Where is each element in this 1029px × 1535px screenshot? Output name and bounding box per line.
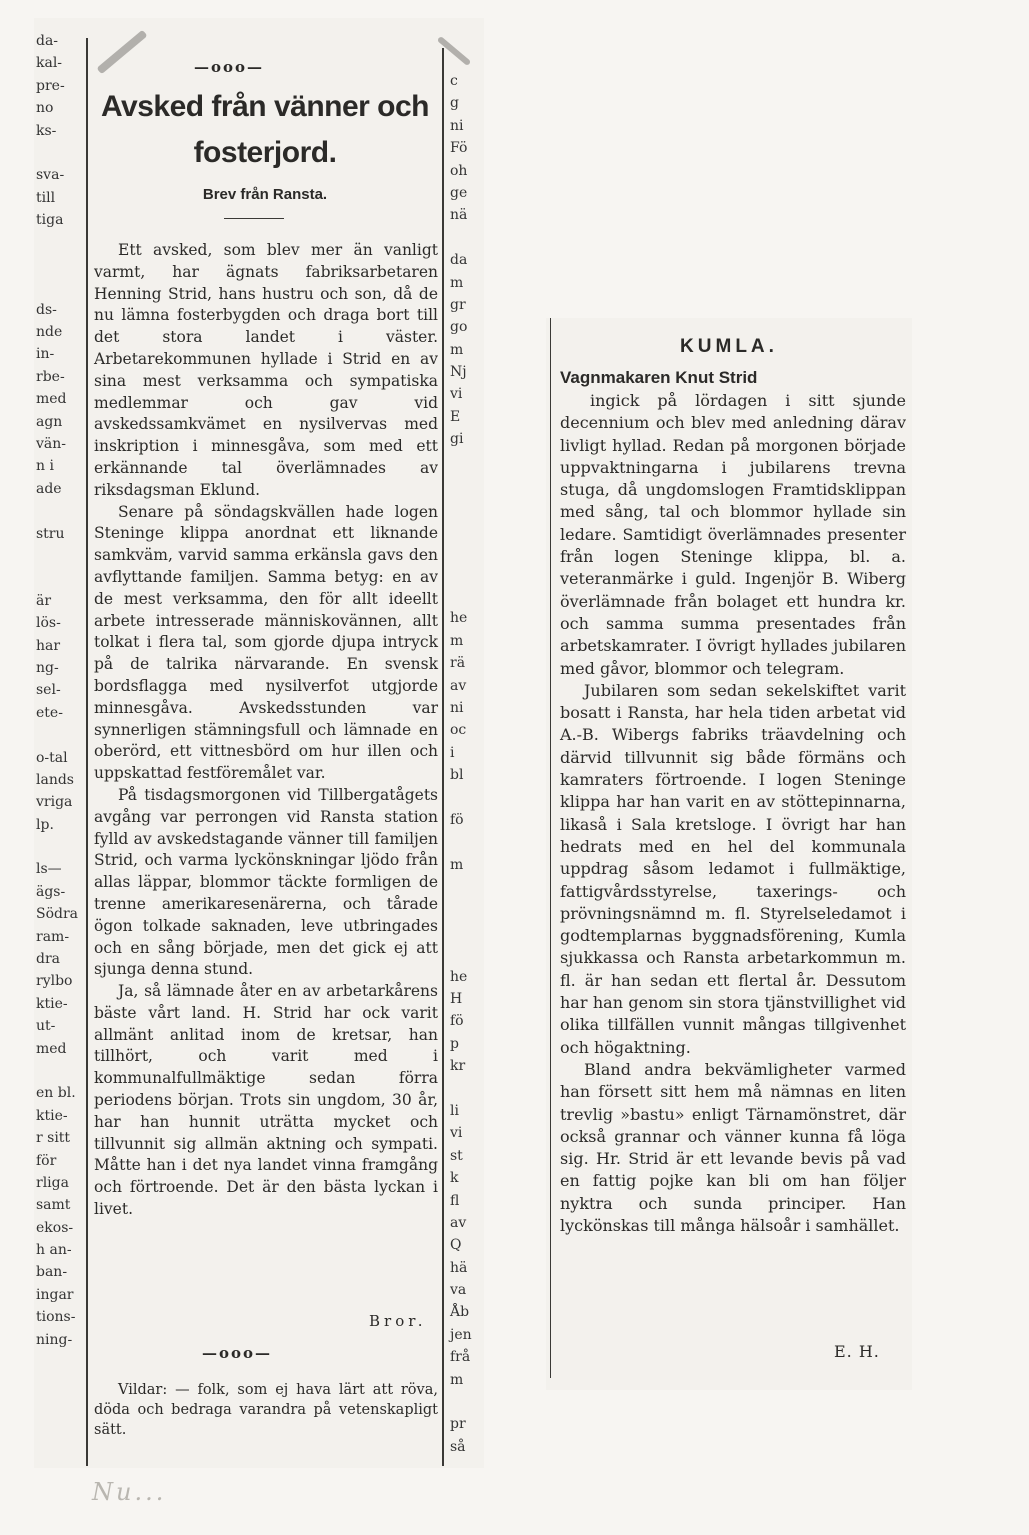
left-fragment xyxy=(36,567,84,589)
right-column-rule xyxy=(442,48,444,1466)
left-fragment: nde xyxy=(36,324,63,341)
right-fragment: frå xyxy=(450,1349,471,1366)
right-fragment: kr xyxy=(450,1058,466,1075)
right-fragment: vi xyxy=(450,386,463,403)
left-fragment: in- xyxy=(36,346,55,363)
right-fragment xyxy=(450,227,482,249)
article1-paragraph: Ett avsked, som blev mer än vanligt varmt, har ägnats fabriksarbetaren Henning Strid, hans hustru och son, då de nu lämna fosterbygden och draga bort till det stora landet i väster. Arbetarekommunen hyllade i Strid en av sina mest verksamma och sympatiska medlemmar och gav vid avskedssamkvämet en nysilvervas med inskription i minnesgåva, som med ett erkännande tal överlämnades av riksdagsman Eklund. xyxy=(94,241,438,499)
article2-heading: KUMLA. xyxy=(680,336,778,357)
article2-lead: Vagnmakaren Knut Strid xyxy=(560,368,758,387)
left-fragment: rylbo xyxy=(36,973,73,990)
right-fragment: E xyxy=(450,408,461,425)
article2-paragraph: Jubilaren som sedan sekelskiftet varit bosatt i Ransta, har hela tiden arbetat vid A.-B. Wibergs fabriks träavdelning och därvid tillvunnit sig både förmäns och kamraters förtroende. I logen Steninge klippa har han varit en av stöttepinnarna, likaså i Sala kretsloge. I övrigt har han hedrats med en hel del kommunala uppdrag såsom ledamot i fullmäktige, fattigvårdsstyrelse, taxerings- och prövningsnämnd m. fl. Styrelseledamot i godtemplarnas byggnadsförening, Kumla sjukkassa och Ransta arbetarkommun m. fl. är han sedan ett flertal år. Dessutom har han genom sin stora tjänstvillighet vid olika tillfällen vunnit mångas tillgivenhet och högaktning. xyxy=(560,680,906,1057)
right-fragment: oh xyxy=(450,162,468,179)
right-fragment: pr xyxy=(450,1416,466,1433)
left-fragment: kal- xyxy=(36,55,63,72)
left-fragment: o-tal xyxy=(36,749,68,766)
left-fragment: ks- xyxy=(36,122,57,139)
right-fragment xyxy=(450,563,482,585)
right-fragment: st xyxy=(450,1147,463,1164)
right-fragment: av xyxy=(450,1214,467,1231)
pencil-scribble: Nu... xyxy=(92,1478,167,1506)
left-fragment: till xyxy=(36,189,56,206)
left-fragment: sva- xyxy=(36,167,65,184)
subheadline-rule xyxy=(224,218,284,219)
right-fragment: vi xyxy=(450,1125,463,1142)
right-fragment: Nj xyxy=(450,364,467,381)
right-fragment xyxy=(450,1078,482,1100)
headline-line-1: Avsked från vänner och xyxy=(100,90,429,123)
right-fragment: ni xyxy=(450,699,464,716)
right-fragment: m xyxy=(450,1371,464,1388)
right-fragment: hä xyxy=(450,1259,468,1276)
left-fragment: ingar xyxy=(36,1286,74,1303)
left-fragment: r sitt xyxy=(36,1130,71,1147)
right-fragment: bl xyxy=(450,767,464,784)
left-fragment: Södra xyxy=(36,906,79,923)
left-fragment xyxy=(36,500,84,522)
left-fragment: agn xyxy=(36,413,63,430)
left-fragment xyxy=(36,142,84,164)
right-fragment: da xyxy=(450,252,468,269)
right-fragment: i xyxy=(450,744,455,761)
left-fragment: tions- xyxy=(36,1309,76,1326)
footnote xyxy=(94,1380,438,1440)
left-fragment: n i xyxy=(36,458,54,475)
left-fragment: ktie- xyxy=(36,1107,68,1124)
right-fragment: c xyxy=(450,73,458,89)
right-fragment xyxy=(450,831,482,853)
left-fragment: rbe- xyxy=(36,368,65,385)
left-fragment: stru xyxy=(36,525,65,542)
article1-signature: Bror. xyxy=(369,1312,427,1330)
left-margin-fragments xyxy=(36,30,84,1351)
left-fragment: ete- xyxy=(36,704,63,721)
right-fragment: m xyxy=(450,341,464,358)
right-fragment: he xyxy=(450,610,468,627)
subheadline: Brev från Ransta. xyxy=(202,186,328,203)
right-fragment: jen xyxy=(450,1326,472,1343)
left-fragment: rliga xyxy=(36,1174,69,1191)
right-fragment: ni xyxy=(450,117,464,134)
right-fragment: Åb xyxy=(450,1304,470,1321)
right-fragment xyxy=(450,943,482,965)
right-fragment xyxy=(450,495,482,517)
right-fragment: g xyxy=(450,95,459,112)
right-fragment: va xyxy=(450,1282,467,1299)
right-fragment xyxy=(450,540,482,562)
left-fragment: vän- xyxy=(36,436,67,453)
left-fragment: lös- xyxy=(36,615,61,632)
right-fragment: av xyxy=(450,677,467,694)
right-fragment: fö xyxy=(450,1013,464,1030)
article2-paragraph: Bland andra bekvämligheter varmed han försett sitt hem må nämnas en liten trevlig »bastu» enligt Tärnamönstret, där också grannar och vänner kunna få löga sig. Hr. Strid är ett levande bevis på vad en fattig pojke kan bli om han följer nyktra och sunda principer. Han lyckönskas till många hälsoår i samhället. xyxy=(560,1059,906,1235)
article1-paragraph: Ja, så lämnade åter en av arbetarkårens bäste vårt land. H. Strid har ock varit allmänt anlitad inom de kretsar, han tillhört, och varit med i kommunalfullmäktige sedan förra periodens början. Trots sin ungdom, 30 år, har han hunnit uträtta mycket och tillvunnit sig allmän aktning och sympati. Måtte han i det nya landet vinna framgång och förtroende. Det är den bästa lyckan i livet. xyxy=(94,982,438,1219)
left-fragment: ram- xyxy=(36,928,70,945)
left-fragment: lands xyxy=(36,771,74,788)
left-fragment xyxy=(36,1060,84,1082)
right-fragment xyxy=(450,585,482,607)
right-clipping xyxy=(546,318,912,1390)
left-fragment: ning- xyxy=(36,1331,73,1348)
left-fragment xyxy=(36,232,84,254)
right-fragment: ge xyxy=(450,184,468,201)
right-fragment: H xyxy=(450,991,463,1008)
right-fragment xyxy=(450,787,482,809)
left-fragment xyxy=(36,545,84,567)
article2-paragraph: ingick på lördagen i sitt sjunde decennium och blev med anledning därav livligt hyllad. Redan på morgonen började uppvaktningarna i jubilarens trevna stuga, då ungdomslogen Framtidsklippan med sång, tal och blommor hyllade sin ledare. Samtidigt överlämnades presenter från logen Steninge klippa, bl. a. veteranmärke i guld. Ingenjör B. Wiberg överlämnade från bolaget ett hundra kr. och samma summa presentades från arbetskamrater. I övrigt hyllades jubilaren med gåvor, blommor och telegram. xyxy=(560,391,906,678)
left-fragment: ds- xyxy=(36,301,57,318)
left-fragment: h an- xyxy=(36,1242,72,1259)
article1-paragraph: På tisdagsmorgonen vid Tillbergatågets avgång var perrongen vid Ransta station fylld av avskedstagande vänner till familjen Strid, och varma lyckönskningar ljödo från allas läppar, blommor täckte formligen de trenne amerikaresenärerna, och tårade ögon tolkade saknaden, leve utbringades och en sång började, men det gick ej att sjunga denna stund. xyxy=(94,785,438,979)
right-fragment xyxy=(450,921,482,943)
left-fragment: vriga xyxy=(36,794,73,811)
left-fragment: för xyxy=(36,1152,57,1169)
left-fragment: lp. xyxy=(36,816,54,833)
right-fragment: he xyxy=(450,968,468,985)
right-fragment: p xyxy=(450,1035,459,1052)
left-fragment xyxy=(36,724,84,746)
right-fragment xyxy=(450,1391,482,1413)
article1-paragraph: Senare på söndagskvällen hade logen Steninge klippa anordnat ett liknande samkväm, varvid samma erkänsla gavs den avflyttande familjen. Samma betyg: en av de mest verksamma, den för allt ideellt arbete intresserade människovännen, allt tolkat i flera tal, som gjorde djupa intryck på de talrika närvarande. En svensk bordsflagga med nysilverfot utgjorde minnesgåva. Avskedsstunden var synnerligen stämningsfull och lämnade en oberörd, ett vittnesbörd om hur illen och uppskattad festföremålet var. xyxy=(94,502,438,783)
right-fragment xyxy=(450,898,482,920)
left-fragment xyxy=(36,254,84,276)
right-fragment xyxy=(450,876,482,898)
right-fragment: fö xyxy=(450,811,464,828)
left-fragment xyxy=(36,276,84,298)
article1-body xyxy=(94,240,438,1221)
right-fragment: gr xyxy=(450,296,466,313)
left-fragment: ban- xyxy=(36,1264,68,1281)
right-fragment: fl xyxy=(450,1192,460,1209)
left-fragment: tiga xyxy=(36,212,64,229)
right-margin-fragments xyxy=(450,70,482,1458)
left-column-rule xyxy=(86,38,88,1466)
right-fragment: nä xyxy=(450,207,468,224)
right-fragment xyxy=(450,473,482,495)
right-fragment: k xyxy=(450,1170,459,1187)
left-fragment: da- xyxy=(36,33,59,49)
right-fragment: gi xyxy=(450,431,464,448)
left-fragment: ls— xyxy=(36,861,62,878)
left-fragment: med xyxy=(36,1040,67,1057)
left-fragment: har xyxy=(36,637,61,654)
right-fragment: m xyxy=(450,632,464,649)
right-fragment: Q xyxy=(450,1237,462,1254)
right-fragment xyxy=(450,518,482,540)
left-fragment: dra xyxy=(36,951,61,968)
left-fragment: ekos- xyxy=(36,1219,74,1236)
right-fragment: rä xyxy=(450,655,466,672)
right-fragment: li xyxy=(450,1102,459,1119)
left-fragment: pre- xyxy=(36,77,65,94)
left-fragment xyxy=(36,836,84,858)
right-fragment: m xyxy=(450,274,464,291)
right-fragment: oc xyxy=(450,722,467,739)
ornament-top: —ooo— xyxy=(194,58,265,76)
right-clipping-rule xyxy=(550,318,551,1378)
left-fragment: en bl. xyxy=(36,1085,76,1102)
left-fragment: är xyxy=(36,592,52,609)
ornament-bottom: —ooo— xyxy=(202,1344,273,1362)
left-fragment: ade xyxy=(36,480,62,497)
left-fragment: ng- xyxy=(36,659,59,676)
article2-signature: E. H. xyxy=(834,1342,880,1361)
left-fragment: samt xyxy=(36,1197,71,1214)
right-fragment: så xyxy=(450,1438,466,1455)
left-fragment: no xyxy=(36,100,54,117)
article2-body xyxy=(560,390,906,1237)
headline-line-2: fosterjord. xyxy=(193,136,337,169)
left-fragment: ut- xyxy=(36,1018,56,1035)
right-fragment: m xyxy=(450,856,464,873)
right-fragment: Fö xyxy=(450,140,468,157)
left-clipping xyxy=(34,18,484,1468)
right-fragment xyxy=(450,451,482,473)
footnote-text: Vildar: — folk, som ej hava lärt att röva, döda och bedraga varandra på vetenskapligt sätt. xyxy=(94,1382,438,1438)
left-fragment: ägs- xyxy=(36,883,66,900)
left-fragment: ktie- xyxy=(36,995,68,1012)
left-fragment: med xyxy=(36,391,67,408)
left-fragment: sel- xyxy=(36,682,61,699)
ink-smudge xyxy=(96,30,147,75)
right-fragment: go xyxy=(450,319,468,336)
